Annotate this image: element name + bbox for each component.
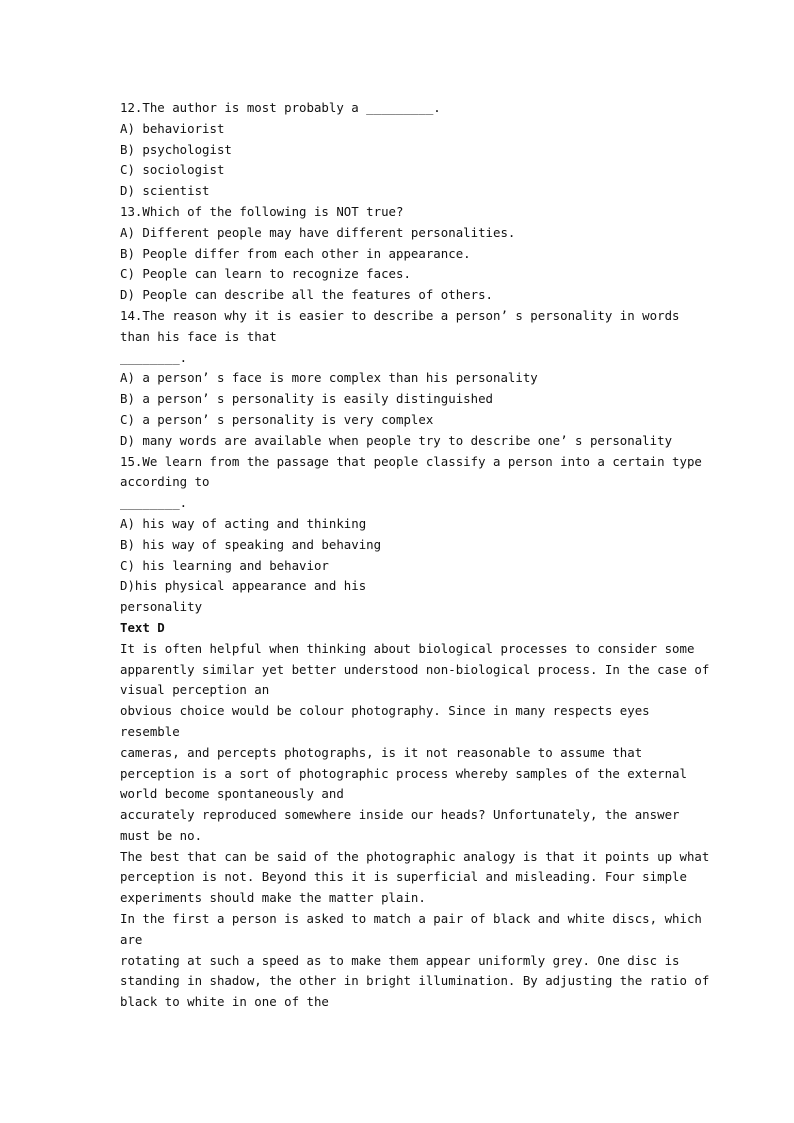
q13-option-d: D) People can describe all the features of others. xyxy=(120,287,493,303)
q13-option-a: A) Different people may have different personalities. xyxy=(120,224,516,240)
q15-option-d-line-2: personality xyxy=(120,599,203,615)
text-d-heading: Text D xyxy=(120,619,165,635)
text-d-line-16: rotating at such a speed as to make them appear uniformly grey. One disc is xyxy=(120,952,680,968)
question-15-line-1: 15.We learn from the passage that people classify a person into a certain type xyxy=(120,453,702,469)
q13-option-b: B) People differ from each other in appearance. xyxy=(120,245,471,261)
q12-option-d: D) scientist xyxy=(120,183,210,199)
q14-option-d: D) many words are available when people try to describe one’ s personality xyxy=(120,432,673,448)
text-d-line-11: The best that can be said of the photographic analogy is that it points up what xyxy=(120,848,710,864)
question-14-line-2: than his face is that xyxy=(120,328,277,344)
text-d-line-6: cameras, and percepts photographs, is it not reasonable to assume that xyxy=(120,744,643,760)
q15-option-c: C) his learning and behavior xyxy=(120,557,329,573)
question-15-blank: ________. xyxy=(120,495,188,511)
text-d-line-17: standing in shadow, the other in bright illumination. By adjusting the ratio of xyxy=(120,973,710,989)
q15-option-a: A) his way of acting and thinking xyxy=(120,515,367,531)
text-d-line-8: world become spontaneously and xyxy=(120,786,344,802)
question-14-blank: ________. xyxy=(120,349,188,365)
text-d-line-18: black to white in one of the xyxy=(120,994,329,1010)
text-d-line-5: resemble xyxy=(120,723,180,739)
q13-option-c: C) People can learn to recognize faces. xyxy=(120,266,411,282)
text-d-line-4: obvious choice would be colour photography. Since in many respects eyes xyxy=(120,703,650,719)
question-13: 13.Which of the following is NOT true? xyxy=(120,203,404,219)
question-15-line-2: according to xyxy=(120,474,210,490)
text-d-line-10: must be no. xyxy=(120,827,203,843)
text-d-line-2: apparently similar yet better understood non-biological process. In the case of xyxy=(120,661,710,677)
text-d-line-1: It is often helpful when thinking about biological processes to consider some xyxy=(120,640,695,656)
q14-option-b: B) a person’ s personality is easily distinguished xyxy=(120,391,493,407)
text-d-line-12: perception is not. Beyond this it is superficial and misleading. Four simple xyxy=(120,869,687,885)
text-d-line-9: accurately reproduced somewhere inside our heads? Unfortunately, the answer xyxy=(120,807,680,823)
question-12: 12.The author is most probably a _________. xyxy=(120,100,441,115)
q12-option-a: A) behaviorist xyxy=(120,120,225,136)
q14-option-c: C) a person’ s personality is very complex xyxy=(120,411,434,427)
text-d-line-15: are xyxy=(120,931,143,947)
q14-option-a: A) a person’ s face is more complex than his personality xyxy=(120,370,538,386)
q12-option-c: C) sociologist xyxy=(120,162,225,178)
q15-option-b: B) his way of speaking and behaving xyxy=(120,536,382,552)
text-d-line-13: experiments should make the matter plain. xyxy=(120,890,426,906)
document-page xyxy=(120,98,710,1013)
question-14-line-1: 14.The reason why it is easier to describe a person’ s personality in words xyxy=(120,307,680,323)
text-d-line-14: In the first a person is asked to match a pair of black and white discs, which xyxy=(120,911,702,927)
text-d-line-3: visual perception an xyxy=(120,682,270,698)
text-d-line-7: perception is a sort of photographic process whereby samples of the external xyxy=(120,765,687,781)
q12-option-b: B) psychologist xyxy=(120,141,232,157)
q15-option-d-line-1: D)his physical appearance and his xyxy=(120,578,367,594)
